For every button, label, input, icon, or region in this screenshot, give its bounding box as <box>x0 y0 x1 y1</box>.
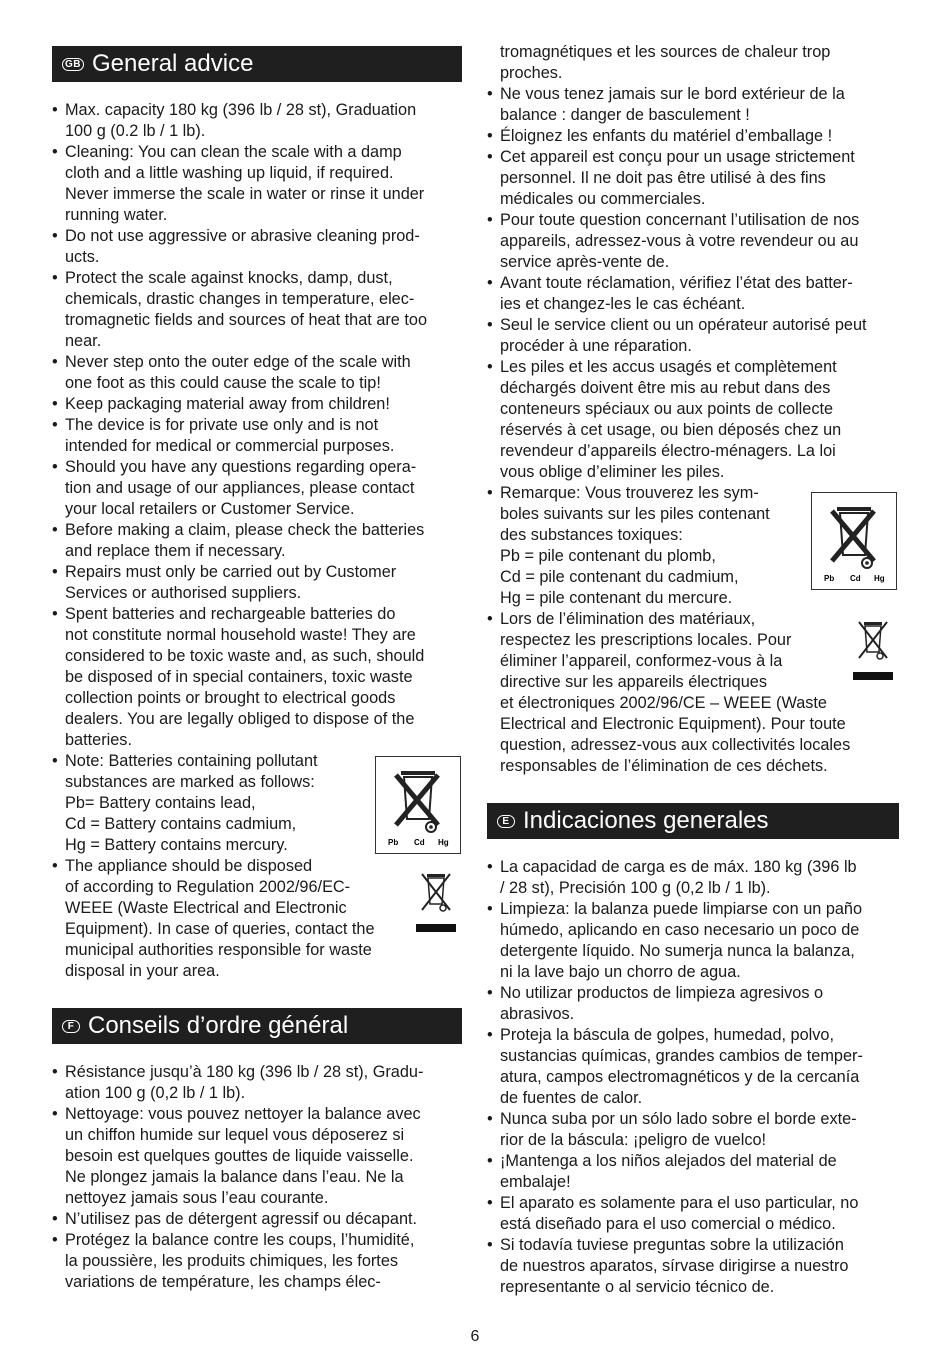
list-item-line: éliminer l’appareil, conformez-vous à la <box>500 652 783 670</box>
list-item-line: batteries. <box>65 731 132 749</box>
list-item-line: • Résistance jusqu’à 180 kg (396 lb / 28 st), Gradu- <box>65 1063 424 1081</box>
list-item-line: la poussière, les produits chimiques, les fortes <box>65 1252 399 1270</box>
list-item-line: tion and usage of our appliances, please contact <box>65 479 415 497</box>
list-item <box>52 142 462 226</box>
list-item-line: Never immerse the scale in water or rinse it under <box>65 185 425 203</box>
list-item <box>487 609 899 777</box>
list-item <box>52 562 462 604</box>
list-item-line: • ¡Mantenga a los niños alejados del material de <box>500 1152 837 1170</box>
list-item-line: húmedo, aplicando en caso necesario un poco de <box>500 921 860 939</box>
list-item-line: • Should you have any questions regarding opera- <box>65 458 417 476</box>
list-item-line: directive sur les appareils électriques <box>500 673 767 691</box>
list-item <box>487 1151 899 1193</box>
list-item <box>52 1230 462 1293</box>
list-item-line: respectez les prescriptions locales. Pour <box>500 631 792 649</box>
list-item-line: be disposed of in special containers, toxic waste <box>65 668 413 686</box>
list-item-line: / 28 st), Precisión 100 g (0,2 lb / 1 lb). <box>500 879 771 897</box>
list-item-line: balance : danger de basculement ! <box>500 106 750 124</box>
list-item-line: intended for medical or commercial purposes. <box>65 437 395 455</box>
list-item-line: • Cet appareil est conçu pour un usage strictement <box>500 148 855 166</box>
list-item-line: personnel. Il ne doit pas être utilisé à des fins <box>500 169 826 187</box>
list-item-line: revendeur d’appareils électro-ménagers. La loi <box>500 442 836 460</box>
list-item-line: • Pour toute question concernant l’utilisation de nos <box>500 211 860 229</box>
country-badge-gb: GB <box>62 58 84 71</box>
section-heading-fr <box>52 1008 462 1044</box>
list-item-line: tromagnétiques et les sources de chaleur trop <box>500 43 831 61</box>
weee-note-list-gb <box>52 856 462 982</box>
list-item-line: • Keep packaging material away from children! <box>65 395 390 413</box>
list-item-line: not constitute normal household waste! They are <box>65 626 416 644</box>
list-item <box>52 1209 462 1230</box>
list-item-line: near. <box>65 332 102 350</box>
country-badge-fr: F <box>62 1020 80 1033</box>
list-item-line: • La capacidad de carga es de máx. 180 kg (396 lb <box>500 858 857 876</box>
list-item-line: • The device is for private use only and is not <box>65 416 379 434</box>
list-item-line: your local retailers or Customer Service. <box>65 500 355 518</box>
list-item-line: de fuentes de calor. <box>500 1089 643 1107</box>
list-item-line: de nuestros aparatos, sírvase dirigirse a nuestro <box>500 1257 849 1275</box>
list-item-line: • Nunca suba por un sólo lado sobre el borde exte- <box>500 1110 857 1128</box>
list-item <box>487 1235 899 1298</box>
list-item-line: 100 g (0.2 lb / 1 lb). <box>65 122 206 140</box>
symbol-label-hg: Hg <box>438 838 449 847</box>
list-item-line: ation 100 g (0,2 lb / 1 lb). <box>65 1084 246 1102</box>
symbol-label-cd: Cd <box>850 574 861 583</box>
battery-disposal-symbol-gb <box>375 756 461 854</box>
list-item <box>487 315 899 357</box>
list-item-line: déchargés doivent être mis au rebut dans des <box>500 379 831 397</box>
list-item-line: Electrical and Electronic Equipment). Pour toute <box>500 715 846 733</box>
list-item-line: detergente líquido. No sumerja nunca la balanza, <box>500 942 855 960</box>
list-item-line: • N’utilisez pas de détergent agressif ou décapant. <box>65 1210 418 1228</box>
list-item <box>487 899 899 983</box>
list-item-line: Hg = Battery contains mercury. <box>65 836 288 854</box>
list-item-line: • No utilizar productos de limpieza agresivos o <box>500 984 824 1002</box>
list-item <box>52 268 462 352</box>
list-item-line: one foot as this could cause the scale to tip! <box>65 374 381 392</box>
page-number: 6 <box>470 1328 480 1345</box>
list-item-line: WEEE (Waste Electrical and Electronic <box>65 899 347 917</box>
list-item-line: • Nettoyage: vous pouvez nettoyer la balance avec <box>65 1105 421 1123</box>
list-item-line: • Before making a claim, please check the batteries <box>65 521 425 539</box>
list-item-line: • Si todavía tuviese preguntas sobre la utilización <box>500 1236 844 1254</box>
list-item-line: está diseñado para el uso comercial o médico. <box>500 1215 836 1233</box>
list-item-line: • Lors de l’élimination des matériaux, <box>500 610 756 628</box>
list-item-line: • Note: Batteries containing pollutant <box>65 752 318 770</box>
list-item-line: running water. <box>65 206 168 224</box>
list-item <box>487 1193 899 1235</box>
symbol-label-pb: Pb <box>824 574 835 583</box>
weee-bin-icon <box>414 868 458 934</box>
list-item-line: • The appliance should be disposed <box>65 857 313 875</box>
list-item-line: ies et changez-les le cas échéant. <box>500 295 746 313</box>
list-item <box>487 1109 899 1151</box>
country-badge-es: E <box>497 815 515 828</box>
list-item-line: substances are marked as follows: <box>65 773 315 791</box>
list-item <box>52 415 462 457</box>
list-item-line: of according to Regulation 2002/96/EC- <box>65 878 351 896</box>
list-item-line: • Les piles et les accus usagés et complètement <box>500 358 837 376</box>
list-item-line: des substances toxiques: <box>500 526 683 544</box>
list-item-line: ni la lave bajo un chorro de agua. <box>500 963 741 981</box>
list-item <box>52 394 462 415</box>
list-item-line: dealers. You are legally obliged to dispose of the <box>65 710 415 728</box>
list-item-line: cloth and a little washing up liquid, if required. <box>65 164 394 182</box>
list-item <box>52 352 462 394</box>
list-item-line: • El aparato es solamente para el uso particular, no <box>500 1194 859 1212</box>
list-item-line: • Avant toute réclamation, vérifiez l’état des batter- <box>500 274 853 292</box>
list-item <box>487 42 899 84</box>
list-item-line: appareils, adressez-vous à votre revendeur ou au <box>500 232 859 250</box>
list-item-line: and replace them if necessary. <box>65 542 286 560</box>
list-item-line: sustancias químicas, grandes cambios de temper- <box>500 1047 863 1065</box>
crossed-bin-icon <box>376 757 460 853</box>
list-item <box>52 1104 462 1209</box>
list-item-line: • Spent batteries and rechargeable batteries do <box>65 605 396 623</box>
list-item <box>52 520 462 562</box>
list-item-line: variations de température, les champs élec- <box>65 1273 381 1291</box>
advice-list-fr-continued <box>487 42 899 84</box>
weee-symbol-gb <box>414 868 458 934</box>
section-heading-es <box>487 803 899 839</box>
list-item-line: • Max. capacity 180 kg (396 lb / 28 st), Graduation <box>65 101 417 119</box>
list-item-line: Services or authorised suppliers. <box>65 584 302 602</box>
list-item-line: tromagnetic fields and sources of heat that are too <box>65 311 428 329</box>
list-item <box>52 604 462 751</box>
list-item <box>487 1025 899 1109</box>
symbol-label-cd: Cd <box>414 838 425 847</box>
advice-list-es <box>487 857 899 1298</box>
list-item-line: vous oblige d’eliminer les piles. <box>500 463 725 481</box>
list-item-line: réservés à cet usage, ou bien déposés chez un <box>500 421 842 439</box>
list-item-line: representante o al servicio técnico de. <box>500 1278 775 1296</box>
right-column <box>487 42 899 1298</box>
list-item-line: • Repairs must only be carried out by Customer <box>65 563 397 581</box>
list-item <box>487 273 899 315</box>
list-item-line: Pb= Battery contains lead, <box>65 794 256 812</box>
list-item <box>52 100 462 142</box>
weee-symbol-fr <box>851 616 895 682</box>
list-item-line: rior de la báscula: ¡peligro de vuelco! <box>500 1131 767 1149</box>
list-item-line: service après-vente de. <box>500 253 670 271</box>
advice-list-fr-2 <box>487 84 899 483</box>
list-item <box>487 210 899 273</box>
list-item-line: question, adressez-vous aux collectivités locales <box>500 736 851 754</box>
list-item-line: médicales ou commerciales. <box>500 190 706 208</box>
list-item-line: chemicals, drastic changes in temperature, elec- <box>65 290 415 308</box>
section-heading-gb <box>52 46 462 82</box>
list-item-line: Equipment). In case of queries, contact the <box>65 920 375 938</box>
weee-note-list-fr <box>487 609 899 777</box>
list-item-line: • Seul le service client ou un opérateur autorisé peut <box>500 316 867 334</box>
section-title-gb: General advice <box>92 50 254 77</box>
list-item <box>52 856 462 982</box>
list-item-line: ucts. <box>65 248 100 266</box>
list-item-line: • Éloignez les enfants du matériel d’emballage ! <box>500 127 833 145</box>
list-item-line: boles suivants sur les piles contenant <box>500 505 770 523</box>
list-item-line: Ne plongez jamais la balance dans l’eau. Ne la <box>65 1168 404 1186</box>
list-item-line: disposal in your area. <box>65 962 220 980</box>
list-item-line: procéder à une réparation. <box>500 337 692 355</box>
advice-list-fr <box>52 1062 462 1293</box>
list-item-line: • Limpieza: la balanza puede limpiarse con un paño <box>500 900 863 918</box>
list-item-line: collection points or brought to electrical goods <box>65 689 396 707</box>
battery-disposal-symbol-fr <box>811 492 897 590</box>
section-title-fr: Conseils d’ordre général <box>88 1012 349 1039</box>
list-item <box>52 457 462 520</box>
list-item-line: embalaje! <box>500 1173 571 1191</box>
list-item-line: proches. <box>500 64 563 82</box>
list-item-line: • Protect the scale against knocks, damp, dust, <box>65 269 393 287</box>
list-item-line: • Remarque: Vous trouverez les sym- <box>500 484 759 502</box>
left-column <box>52 46 462 1293</box>
crossed-bin-icon <box>812 493 896 589</box>
list-item-line: Pb = pile contenant du plomb, <box>500 547 716 565</box>
list-item <box>487 857 899 899</box>
weee-bin-icon <box>851 616 895 682</box>
symbol-label-pb: Pb <box>388 838 399 847</box>
list-item <box>52 226 462 268</box>
list-item-line: conteneurs spéciaux ou aux points de collecte <box>500 400 834 418</box>
list-item-line: municipal authorities responsible for waste <box>65 941 372 959</box>
list-item-line: • Proteja la báscula de golpes, humedad, polvo, <box>500 1026 834 1044</box>
list-item <box>487 983 899 1025</box>
list-item <box>487 147 899 210</box>
symbol-label-hg: Hg <box>874 574 885 583</box>
list-item-line: considered to be toxic waste and, as such, should <box>65 647 425 665</box>
list-item-line: • Protégez la balance contre les coups, l’humidité, <box>65 1231 415 1249</box>
section-title-es: Indicaciones generales <box>523 807 769 834</box>
list-item-line: et électroniques 2002/96/CE – WEEE (Waste <box>500 694 827 712</box>
list-item-line: un chiffon humide sur lequel vous déposerez si <box>65 1126 405 1144</box>
list-item-line: atura, campos electromagnéticos y de la cercanía <box>500 1068 860 1086</box>
list-item-line: Hg = pile contenant du mercure. <box>500 589 733 607</box>
list-item-line: • Do not use aggressive or abrasive cleaning prod- <box>65 227 420 245</box>
list-item-line: nettoyez jamais sous l’eau courante. <box>65 1189 329 1207</box>
list-item <box>487 84 899 126</box>
list-item-line: • Never step onto the outer edge of the scale with <box>65 353 411 371</box>
list-item <box>52 1062 462 1104</box>
list-item <box>487 357 899 483</box>
list-item <box>487 126 899 147</box>
list-item-line: besoin est quelques gouttes de liquide vaisselle. <box>65 1147 414 1165</box>
list-item-line: abrasivos. <box>500 1005 575 1023</box>
list-item-line: responsables de l’élimination de ces déchets. <box>500 757 828 775</box>
list-item-line: • Cleaning: You can clean the scale with a damp <box>65 143 402 161</box>
list-item-line: Cd = Battery contains cadmium, <box>65 815 297 833</box>
list-item-line: • Ne vous tenez jamais sur le bord extérieur de la <box>500 85 845 103</box>
advice-list-gb <box>52 100 462 751</box>
list-item-line: Cd = pile contenant du cadmium, <box>500 568 739 586</box>
